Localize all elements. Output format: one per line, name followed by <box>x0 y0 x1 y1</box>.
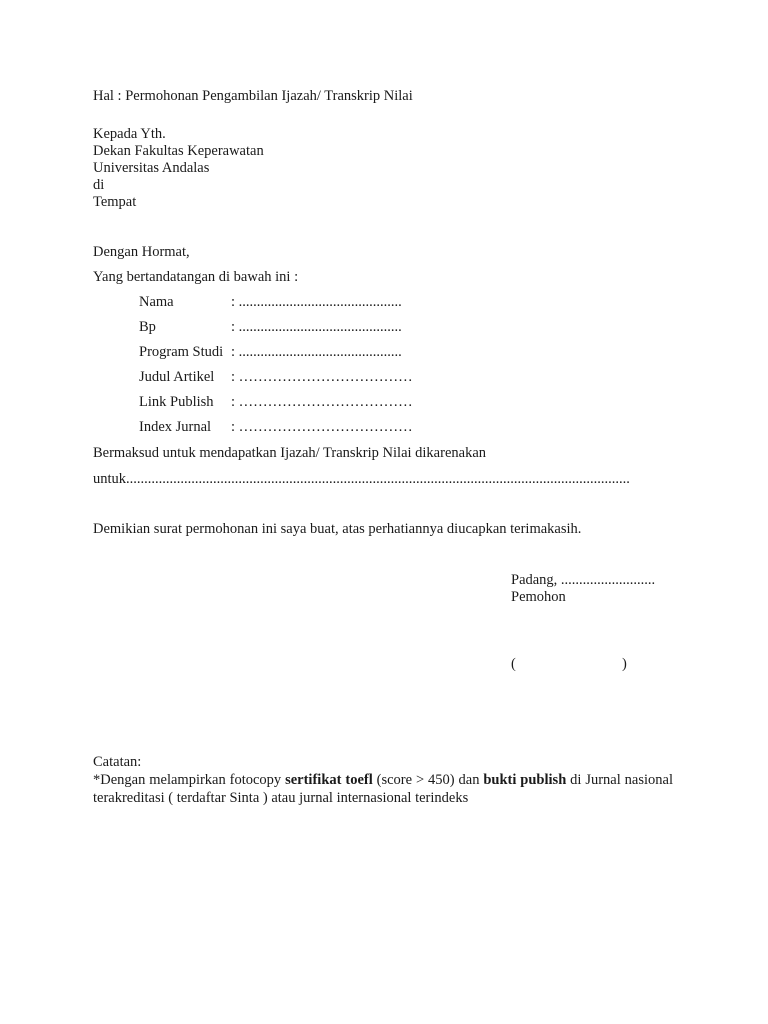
field-label-bp: Bp <box>139 319 156 335</box>
field-label-link-publish: Link Publish <box>139 394 214 410</box>
reason-line: untuk........................................................................................................................................... <box>93 471 630 487</box>
recipient-line: Universitas Andalas <box>93 160 210 176</box>
field-blank-link-publish: : ……………………………… <box>231 394 413 410</box>
note-bold-publish: bukti publish <box>483 772 567 788</box>
intro-text: Yang bertandatangan di bawah ini : <box>93 269 299 285</box>
field-label-index-jurnal: Index Jurnal <box>139 419 212 435</box>
field-blank-nama: : ............................................. <box>231 294 402 310</box>
signature-close-paren: ) <box>622 656 627 672</box>
purpose-text: Bermaksud untuk mendapatkan Ijazah/ Transkrip Nilai dikarenakan <box>93 445 487 461</box>
field-label-nama: Nama <box>139 294 174 310</box>
recipient-line: Dekan Fakultas Keperawatan <box>93 143 264 159</box>
place-date: Padang, .......................... <box>511 572 656 588</box>
recipient-line: Tempat <box>93 194 137 210</box>
letter-subject: Hal : Permohonan Pengambilan Ijazah/ Transkrip Nilai <box>93 88 413 104</box>
field-blank-judul-artikel: : ……………………………… <box>231 369 413 385</box>
field-label-program-studi: Program Studi <box>139 344 224 360</box>
signature-open-paren: ( <box>511 656 516 672</box>
field-blank-bp: : ............................................. <box>231 319 402 335</box>
field-blank-index-jurnal: : ……………………………… <box>231 419 413 435</box>
note-text-part: di Jurnal nasional terakreditasi ( terdaftar Sinta ) atau jurnal internasional terindeks <box>93 772 673 806</box>
field-label-judul-artikel: Judul Artikel <box>139 369 215 385</box>
note-text-part: (score > 450) dan <box>372 772 484 788</box>
recipient-line: Kepada Yth. <box>93 126 166 142</box>
closing-text: Demikian surat permohonan ini saya buat, atas perhatiannya diucapkan terimakasih. <box>93 521 582 537</box>
signer-role: Pemohon <box>511 589 566 605</box>
note-title: Catatan: <box>93 754 142 770</box>
note-bold-toefl: sertifikat toefl <box>285 772 373 788</box>
field-blank-program-studi: : ............................................. <box>231 344 402 360</box>
recipient-line: di <box>93 177 105 193</box>
greeting: Dengan Hormat, <box>93 244 190 260</box>
note-text-part: *Dengan melampirkan fotocopy <box>93 772 286 788</box>
note-text <box>93 771 673 807</box>
